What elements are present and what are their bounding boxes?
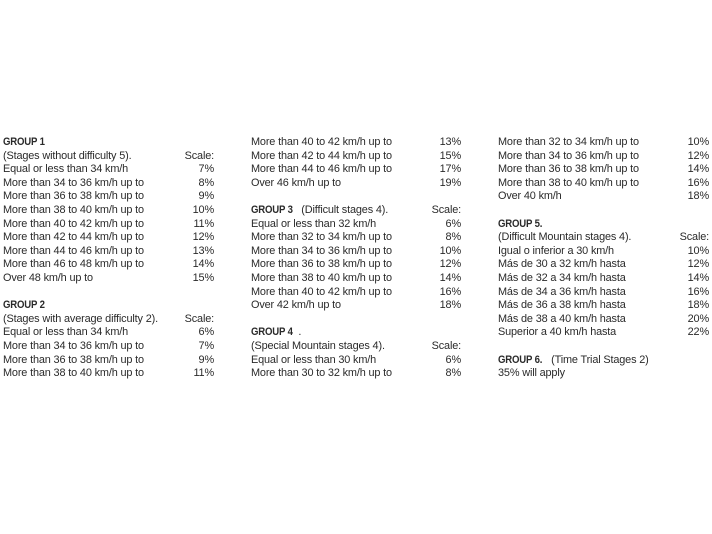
speed-range-label: More than 42 to 44 km/h up to <box>3 231 144 244</box>
scale-value: 12% <box>687 149 709 162</box>
speed-range-label: Más de 30 a 32 km/h hasta <box>498 258 626 271</box>
rate-row <box>251 177 461 191</box>
scale-header: Scale: <box>431 203 461 216</box>
scale-value: 8% <box>445 231 461 244</box>
speed-range-label: Over 42 km/h up to <box>251 299 341 312</box>
group-note: (Time Trial Stages 2) <box>548 353 649 366</box>
rate-row <box>251 245 461 259</box>
spacer <box>498 340 709 354</box>
scale-value: 10% <box>687 244 709 257</box>
row-label-wrap <box>3 299 50 313</box>
rate-row <box>251 272 461 286</box>
scale-value: 14% <box>192 258 214 271</box>
row-label-wrap <box>498 272 626 286</box>
row-label-wrap <box>498 299 626 313</box>
group-heading <box>251 204 461 218</box>
speed-range-label: Más de 36 a 38 km/h hasta <box>498 299 626 312</box>
scale-value: 14% <box>687 271 709 284</box>
scale-value: 10% <box>687 136 709 148</box>
scale-value: 7% <box>198 339 214 352</box>
row-label-wrap <box>251 340 385 354</box>
scale-value: 10% <box>439 244 461 257</box>
scale-value: 14% <box>439 271 461 284</box>
speed-range-label: More than 36 to 38 km/h up to <box>251 258 392 271</box>
speed-range-label: Más de 38 a 40 km/h hasta <box>498 312 626 325</box>
row-label-wrap <box>251 231 392 245</box>
speed-range-label: More than 42 to 44 km/h up to <box>251 149 392 162</box>
rate-row <box>3 367 214 381</box>
speed-range-label: More than 38 to 40 km/h up to <box>498 176 639 189</box>
speed-range-label: 35% will apply <box>498 367 565 380</box>
speed-range-label: Over 40 km/h <box>498 190 562 203</box>
row-label-wrap <box>251 163 392 177</box>
scale-value: 13% <box>439 136 461 148</box>
speed-range-label: More than 34 to 36 km/h up to <box>498 149 639 162</box>
row-label-wrap <box>251 286 392 300</box>
speed-range-label: Equal or less than 30 km/h <box>251 353 377 366</box>
row-label-wrap <box>251 177 341 191</box>
rate-row <box>498 231 709 245</box>
scale-value: 16% <box>439 285 461 298</box>
row-label-wrap <box>3 367 144 381</box>
speed-range-label: (Difficult Mountain stages 4). <box>498 231 632 244</box>
rate-row <box>498 177 709 191</box>
scale-value: 18% <box>687 299 709 312</box>
scale-value: 6% <box>445 217 461 230</box>
rate-row <box>3 272 214 286</box>
row-label-wrap <box>3 272 93 286</box>
speed-range-label: Over 48 km/h up to <box>3 271 93 284</box>
rate-row <box>251 218 461 232</box>
row-label-wrap <box>498 354 649 368</box>
group-note: . <box>298 326 302 339</box>
speed-range-label: Superior a 40 km/h hasta <box>498 326 617 339</box>
scale-value: 13% <box>192 244 214 257</box>
scale-header: Scale: <box>679 231 709 244</box>
row-label-wrap <box>498 245 614 259</box>
scale-value: 18% <box>687 190 709 203</box>
scale-value: 17% <box>439 163 461 176</box>
group-heading <box>498 218 709 232</box>
rate-row <box>498 258 709 272</box>
scale-value: 6% <box>198 326 214 339</box>
row-label-wrap <box>3 354 144 368</box>
speed-range-label: More than 40 to 42 km/h up to <box>3 217 144 230</box>
rate-row <box>3 313 214 327</box>
rate-row <box>251 136 461 150</box>
row-label-wrap <box>498 258 626 272</box>
rate-row <box>3 204 214 218</box>
scale-header: Scale: <box>431 339 461 352</box>
row-label-wrap <box>3 218 144 232</box>
row-label-wrap <box>3 326 128 340</box>
speed-range-label: More than 46 to 48 km/h up to <box>3 258 144 271</box>
speed-range-label: Equal or less than 34 km/h <box>3 326 129 339</box>
rate-row <box>251 258 461 272</box>
group-title: GROUP 5. <box>498 217 543 230</box>
row-label-wrap <box>498 177 639 191</box>
speed-range-label: Más de 34 a 36 km/h hasta <box>498 285 626 298</box>
rate-row <box>251 150 461 164</box>
speed-range-label: More than 38 to 40 km/h up to <box>251 271 392 284</box>
rate-row <box>251 299 461 313</box>
rate-row <box>498 272 709 286</box>
scale-value: 18% <box>439 299 461 312</box>
row-label-wrap <box>498 286 626 300</box>
row-label-wrap <box>498 313 626 327</box>
group-heading <box>3 136 214 150</box>
row-label-wrap <box>3 150 131 164</box>
rate-row <box>498 150 709 164</box>
row-label-wrap <box>251 272 392 286</box>
row-label-wrap <box>3 204 144 218</box>
speed-range-label: Over 46 km/h up to <box>251 176 341 189</box>
row-label-wrap <box>251 150 392 164</box>
row-label-wrap <box>3 258 144 272</box>
scale-value: 11% <box>193 217 214 230</box>
column-2 <box>251 136 461 381</box>
row-label-wrap <box>251 218 376 232</box>
speed-range-label: More than 36 to 38 km/h up to <box>3 190 144 203</box>
scale-value: 8% <box>445 367 461 380</box>
scale-value: 7% <box>198 163 214 176</box>
scale-value: 6% <box>445 353 461 366</box>
rate-row <box>498 163 709 177</box>
speed-range-label: Equal or less than 34 km/h <box>3 163 129 176</box>
speed-range-label: (Special Mountain stages 4). <box>251 339 385 352</box>
group-title: GROUP 3 <box>251 203 293 216</box>
group-title: GROUP 2 <box>3 299 45 312</box>
spacer <box>251 313 461 327</box>
speed-range-label: More than 40 to 42 km/h up to <box>251 136 392 148</box>
speed-range-label: More than 34 to 36 km/h up to <box>251 244 392 257</box>
speed-range-label: (Stages without difficulty 5). <box>3 149 132 162</box>
rate-row <box>498 367 709 381</box>
group-title: GROUP 4 <box>251 326 293 339</box>
row-label-wrap <box>3 136 50 150</box>
rate-row <box>3 354 214 368</box>
rate-row <box>3 258 214 272</box>
speed-range-label: More than 44 to 46 km/h up to <box>3 244 144 257</box>
rate-row <box>498 286 709 300</box>
row-label-wrap <box>3 245 144 259</box>
scale-header: Scale: <box>184 312 214 325</box>
row-label-wrap <box>251 367 392 381</box>
speed-range-label: More than 30 to 32 km/h up to <box>251 367 392 380</box>
rate-row <box>498 313 709 327</box>
row-label-wrap <box>251 204 388 218</box>
speed-range-label: More than 38 to 40 km/h up to <box>3 367 144 380</box>
rate-row <box>3 340 214 354</box>
rate-row <box>498 136 709 150</box>
speed-range-label: More than 36 to 38 km/h up to <box>3 353 144 366</box>
column-3 <box>498 136 709 381</box>
speed-range-label: More than 38 to 40 km/h up to <box>3 203 144 216</box>
scale-value: 12% <box>439 258 461 271</box>
row-label-wrap <box>498 326 616 340</box>
row-label-wrap <box>3 340 144 354</box>
row-label-wrap <box>3 313 158 327</box>
row-label-wrap <box>251 354 376 368</box>
scale-value: 20% <box>687 312 709 325</box>
row-label-wrap <box>498 163 639 177</box>
rate-row <box>251 231 461 245</box>
speed-range-label: Igual o inferior a 30 km/h <box>498 244 614 257</box>
row-label-wrap <box>3 190 144 204</box>
row-label-wrap <box>251 258 392 272</box>
scale-value: 15% <box>192 271 214 284</box>
row-label-wrap <box>251 136 392 150</box>
scale-value: 22% <box>687 326 709 339</box>
rate-row <box>3 163 214 177</box>
rate-row <box>251 163 461 177</box>
rate-row <box>251 367 461 381</box>
row-label-wrap <box>498 218 548 232</box>
scale-value: 9% <box>198 353 214 366</box>
rate-row <box>3 245 214 259</box>
row-label-wrap <box>251 299 341 313</box>
rate-row <box>3 177 214 191</box>
rate-row <box>498 190 709 204</box>
scale-value: 14% <box>687 163 709 176</box>
rate-row <box>498 326 709 340</box>
spacer <box>498 204 709 218</box>
speed-range-label: Más de 32 a 34 km/h hasta <box>498 271 626 284</box>
speed-range-label: More than 44 to 46 km/h up to <box>251 163 392 176</box>
row-label-wrap <box>3 231 144 245</box>
rate-row <box>3 326 214 340</box>
speed-range-label: More than 34 to 36 km/h up to <box>3 339 144 352</box>
speed-range-label: More than 36 to 38 km/h up to <box>498 163 639 176</box>
row-label-wrap <box>3 163 128 177</box>
spacer <box>3 286 214 300</box>
scale-value: 12% <box>192 231 214 244</box>
group-heading <box>3 299 214 313</box>
row-label-wrap <box>251 245 392 259</box>
speed-range-label: More than 32 to 34 km/h up to <box>498 136 639 148</box>
rate-row <box>3 150 214 164</box>
rate-row <box>3 218 214 232</box>
rate-row <box>251 354 461 368</box>
row-label-wrap <box>498 231 631 245</box>
speed-range-label: More than 34 to 36 km/h up to <box>3 176 144 189</box>
speed-range-label: Equal or less than 32 km/h <box>251 217 377 230</box>
scale-value: 10% <box>192 203 214 216</box>
scale-header: Scale: <box>184 149 214 162</box>
row-label-wrap <box>498 136 639 150</box>
rate-row <box>3 231 214 245</box>
scale-value: 19% <box>439 176 461 189</box>
row-label-wrap <box>498 367 565 381</box>
row-label-wrap <box>3 177 144 191</box>
group-heading <box>251 326 461 340</box>
group-title: GROUP 1 <box>3 136 45 148</box>
group-heading <box>498 354 709 368</box>
rate-row <box>498 245 709 259</box>
scale-value: 8% <box>198 176 214 189</box>
scale-value: 16% <box>687 176 709 189</box>
rate-row <box>3 190 214 204</box>
speed-range-label: (Stages with average difficulty 2). <box>3 312 158 325</box>
column-1 <box>3 136 214 381</box>
rate-row <box>498 299 709 313</box>
scale-value: 15% <box>439 149 461 162</box>
rate-row <box>251 340 461 354</box>
rate-row <box>251 286 461 300</box>
speed-range-label: More than 40 to 42 km/h up to <box>251 285 392 298</box>
spacer <box>251 190 461 204</box>
group-note: (Difficult stages 4). <box>298 203 389 216</box>
row-label-wrap <box>498 150 639 164</box>
speed-range-label: More than 32 to 34 km/h up to <box>251 231 392 244</box>
row-label-wrap <box>251 326 301 340</box>
scale-value: 16% <box>687 285 709 298</box>
scale-value: 9% <box>198 190 214 203</box>
group-title: GROUP 6. <box>498 353 543 366</box>
scale-value: 12% <box>687 258 709 271</box>
row-label-wrap <box>498 190 562 204</box>
scale-value: 11% <box>193 367 214 380</box>
